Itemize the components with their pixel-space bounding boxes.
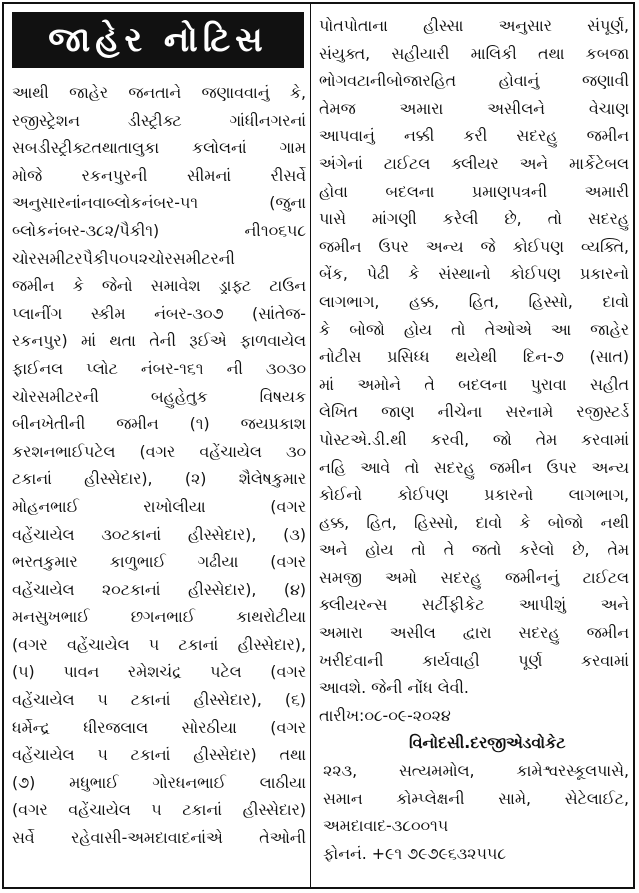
notice-text-line: આથી જાહેર જનતાને જણાવવાનું કે, (12, 83, 306, 102)
notice-text-line: તેમજ અમારા અસીલને વેચાણ (319, 98, 629, 118)
notice-text-line: આપવાનું નક્કી કરી સદરહુ જમીન (319, 126, 629, 146)
notice-text-line: કે બોજો હોય તો તેઓએ આ જાહેર (319, 319, 629, 339)
notice-text-line: વહેંચાયેલ ૩૦ટકાનાં હીસ્સેદાર), (૩) (12, 524, 306, 544)
notice-text-line: લેખિત જાણ નીચેના સરનામે રજીસ્ટર્ડ (319, 402, 629, 422)
notice-title: જાહેર નોટિસ (12, 12, 304, 68)
notice-text-line: મોહનભાઈ રાખોલીયા (વગર (12, 496, 306, 516)
notice-text-line: બેંક, પેઢી કે સંસ્થાનો કોઈપણ પ્રકારનો (319, 264, 629, 284)
notice-text-line: (વગર વહેંચાયેલ ૫ ટકાનાં હીસ્સેદાર), (12, 634, 306, 654)
notice-text-line: સર્વે રહેવાસી-અમદાવાદનાંએ તેઓની (12, 828, 306, 848)
notice-text-line: આવશે. જેની નોંધ લેવી. (319, 678, 469, 698)
notice-text-line: ચોરસમીટરપૈકી૫૦૫૨ચોરસમીટરની (12, 248, 235, 268)
notice-text-line: પોસ્ટએ.ડી.થી કરવી, જો તેમ કરવામાં (319, 429, 629, 449)
notice-text-line: વહેંચાયેલ ૫ ટકાનાં હીસ્સેદાર), (૬) (12, 690, 306, 710)
notice-text-line: પ્લાનીંગ સ્કીમ નંબર-૩૦૭ (સાંતેજ- (12, 303, 306, 323)
address-line: સમાન કોમ્પ્લેક્ષની સામે, સેટેલાઈટ, (323, 788, 629, 808)
notice-text-line: (૫) પાવન રમેશચંદ્ર પટેલ (વગર (12, 662, 306, 682)
left-column (4, 4, 311, 887)
public-notice (2, 2, 635, 889)
notice-text-line: સબડીસ્ટ્રીક્ટતથાતાલુકા કલોલનાં ગામ (12, 138, 306, 158)
notice-text-line: સમજી અમો સદરહુ જમીનનું ટાઈટલ (319, 567, 629, 587)
notice-text-line: બ્લોકનંબર-૩૮૨/પૈકી૧) ની૧૦૬૫૮ (12, 220, 306, 240)
notice-text-line: (૭) મધુભાઈ ગોરધનભાઈ લાઠીયા (12, 772, 306, 792)
notice-text-line: અંગેનાં ટાઈટલ ક્લીયર અને માર્કેટેબલ (319, 153, 629, 173)
notice-text-line: જમીન કે જેનો સમાવેશ ડ્રાફ્ટ ટાઉન (12, 276, 306, 296)
notice-text-line: પોતપોતાના હીસ્સા અનુસાર સંપૂર્ણ, (319, 16, 629, 35)
notice-text-line: ક્લીયરન્સ સર્ટીફીકેટ આપીશું અને (319, 595, 629, 615)
notice-text-line: અનુસારનાંનવાબ્લોકનંબર-૫૧ (જુના (12, 193, 306, 213)
notice-text-line: કોઈનો કોઈપણ પ્રકારનો લાગભાગ, (319, 485, 629, 505)
notice-text-line: વહેંચાયેલ ૫ ટકાનાં હીસ્સેદાર) તથા (12, 745, 306, 765)
right-column-body (319, 12, 629, 702)
notice-text-line: અમારા અસીલ દ્વારા સદરહુ જમીન (319, 623, 629, 643)
notice-text-line: ચોરસમીટરની બહુહેતુક વિષયક (12, 386, 306, 406)
notice-text-line: હોવા બદલના પ્રમાણપત્રની અમારી (319, 181, 629, 201)
notice-text-line: બીનખેતીની જમીન (૧) જયપ્રકાશ (12, 414, 306, 434)
notice-text-line: ભરતકુમાર કાળુભાઈ ગઢીયા (વગર (12, 552, 306, 572)
notice-text-line: મનસુખભાઈ છગનભાઈ કાથરોટીયા (12, 607, 306, 627)
notice-text-line: નોટીસ પ્રસિધ્ધ થયેથી દિન-૭ (સાત) (319, 347, 629, 367)
notice-text-line: ફાઈનલ પ્લોટ નંબર-૧૬૧ ની ૩૦૩૦ (12, 358, 306, 378)
phone-number: ફોનનં. +૯૧ ૭૯૭૯૬૩૨૫૫૮ (323, 843, 506, 863)
notice-text-line: વહેંચાયેલ ૨૦ટકાનાં હીસ્સેદાર), (૪) (12, 579, 306, 599)
notice-date: તારીખ:૦૮-૦૯-૨૦૨૪ (319, 705, 451, 725)
notice-text-line: અને હોય તો તે જતો કરેલો છે, તેમ (319, 540, 629, 560)
address-line: ૨૨૩, સત્યમમોલ, કામેશ્વરસ્કૂલપાસે, (323, 761, 629, 781)
notice-text-line: જમીન ઉપર અન્ય જે કોઈપણ વ્યક્તિ, (319, 236, 629, 256)
notice-text-line: સંયુક્ત, સહીયારી માલિકી તથા કબજા (319, 43, 629, 63)
notice-text-line: રજીસ્ટ્રેશન ડીસ્ટ્રીક્ટ ગાંધીનગરનાં (12, 110, 306, 130)
notice-text-line: રકનપુર) માં થતા તેની રૂઈએ ફાળવાયેલ (12, 331, 306, 351)
notice-text-line: કરશનભાઈપટેલ (વગર વહેંચાયેલ ૩૦ (12, 441, 306, 461)
notice-text-line: પાસે માંગણી કરેલી છે, તો સદરહુ (319, 209, 629, 229)
left-column-text (12, 79, 306, 852)
right-column-text (319, 12, 629, 867)
notice-text-line: મોજે રકનપુરની સીમનાં રીસર્વે (12, 165, 306, 185)
notice-text-line: હક્ક, હિત, હિસ્સો, દાવો કે બોજો નથી (319, 512, 629, 532)
notice-text-line: (વગર વહેંચાયેલ ૫ ટકાનાં હીસ્સેદાર) (12, 800, 306, 820)
notice-text-line: ધર્મેન્દ્ર ધીરજલાલ સોરઠીયા (વગર (12, 717, 306, 737)
address-line: અમદાવાદ-૩૮૦૦૧૫ (323, 816, 449, 836)
notice-text-line: નહિ આવે તો સદરહુ જમીન ઉપર અન્ય (319, 457, 629, 477)
advocate-name: વિનોદસી.દરજીએડવોકેટ (409, 733, 566, 753)
notice-text-line: ટકાનાં હીસ્સેદાર), (૨) શૈલેષકુમાર (12, 469, 306, 489)
notice-text-line: ખરીદવાની કાર્યવાહી પૂર્ણ કરવામાં (319, 650, 629, 670)
notice-text-line: ભોગવટાનીબોજારહિત હોવાનું જણાવી (319, 71, 629, 91)
notice-text-line: લાગભાગ, હક્ક, હિત, હિસ્સો, દાવો (319, 291, 629, 311)
notice-text-line: માં અમોને તે બદલના પુરાવા સહીત (319, 374, 629, 394)
